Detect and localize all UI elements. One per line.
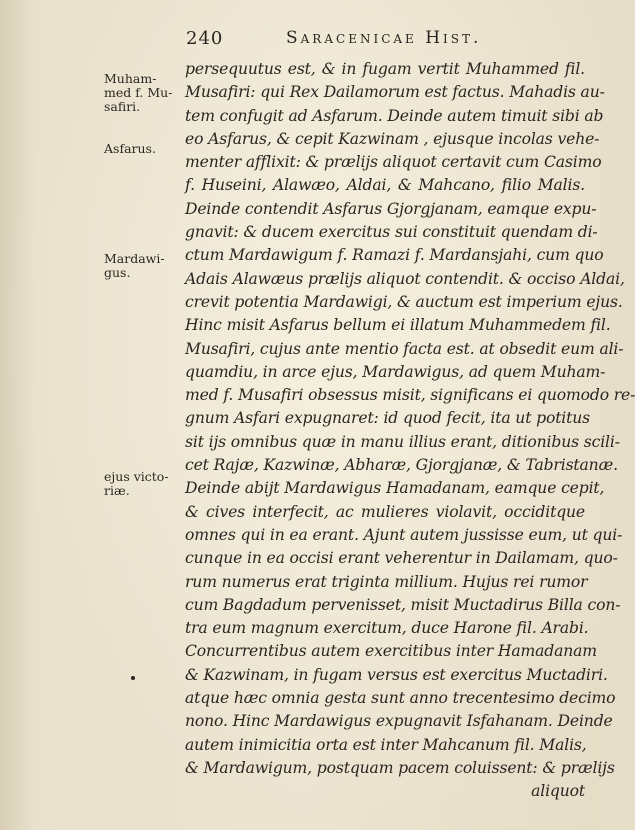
text-line: quamdiu, in arce ejus, Mardawigus, ad quem Muham-	[185, 362, 606, 381]
text-line: atque hæc omnia gesta sunt anno trecentesimo decimo	[185, 689, 616, 708]
text-line: gnavit: & ducem exercitus sui constituit quendam di-	[185, 223, 598, 242]
text-line: tra eum magnum exercitum, duce Harone fil. Arabi.	[185, 619, 589, 638]
text-line: nono. Hinc Mardawigus expugnavit Isfahanam. Deinde	[185, 712, 613, 731]
text-line: rum numerus erat triginta millium. Hujus rei rumor	[185, 572, 588, 591]
catchword: aliquot	[531, 782, 585, 801]
text-line: Hinc misit Asfarus bellum ei illatum Muhammedem fil.	[185, 316, 611, 335]
text-line: Concurrentibus autem exercitibus inter Hamadanam	[185, 642, 597, 661]
margin-note-mardawigus: Mardawi- gus.	[104, 251, 165, 280]
main-text-block	[185, 58, 635, 804]
text-line: med f. Musafiri obsessus misit, significans ei quomodo re-	[185, 386, 635, 405]
text-line: ctum Mardawigum f. Ramazi f. Mardansjahi, cum quo	[185, 246, 604, 265]
text-line: Adais Alawæus prælijs aliquot contendit. & occiso Aldai,	[185, 269, 625, 288]
text-line: menter afflixit: & prælijs aliquot certavit cum Casimo	[185, 153, 602, 172]
text-line: cet Rajæ, Kazwinæ, Abharæ, Gjorgjanæ, & Tabristanæ.	[185, 456, 618, 475]
margin-note-muhammed: Muham- med f. Mu- safiri.	[104, 71, 173, 114]
text-line: cunque in ea occisi erant veherentur in Dailamam, quo-	[185, 549, 618, 568]
page-number: 240	[186, 28, 224, 49]
text-line: sit ijs omnibus quæ in manu illius erant, ditionibus scili-	[185, 432, 620, 451]
text-line: Deinde contendit Asfarus Gjorgjanam, eamque expu-	[185, 199, 597, 218]
margin-note-asfarus: Asfarus.	[104, 141, 156, 156]
text-line: & cives interfecit, ac mulieres violavit, occiditque	[185, 502, 585, 521]
text-line: eo Asfarus, & cepit Kazwinam , ejusque incolas vehe-	[185, 129, 600, 148]
text-line: f. Huseini, Alawæo, Aldai, & Mahcano, filio Malis.	[185, 176, 585, 195]
text-line: autem inimicitia orta est inter Mahcanum fil. Malis,	[185, 735, 587, 754]
text-line: & Mardawigum, postquam pacem coluissent: & prælijs	[185, 758, 615, 777]
text-line: Musafiri: qui Rex Dailamorum est factus. Mahadis au-	[185, 83, 605, 102]
text-line: omnes qui in ea erant. Ajunt autem jussisse eum, ut qui-	[185, 525, 623, 544]
text-line: tem confugit ad Asfarum. Deinde autem timuit sibi ab	[185, 106, 604, 125]
text-line: persequutus est, & in fugam vertit Muhammed fil.	[185, 60, 585, 78]
text-line: Deinde abijt Mardawigus Hamadanam, eamque cepit,	[185, 479, 605, 498]
running-head: Saracenicae Hist.	[286, 28, 482, 48]
text-line: gnum Asfari expugnaret: id quod fecit, ita ut potitus	[185, 409, 591, 428]
margin-note-victoriae: ejus victo- riæ.	[104, 469, 169, 498]
text-line: crevit potentia Mardawigi, & auctum est imperium ejus.	[185, 292, 623, 311]
ink-mark	[131, 676, 135, 680]
page-header	[186, 28, 576, 50]
text-line: & Kazwinam, in fugam versus est exercitus Muctadiri.	[185, 665, 608, 684]
text-line: cum Bagdadum pervenisset, misit Muctadirus Billa con-	[185, 595, 621, 614]
text-line: Musafiri, cujus ante mentio facta est. at obsedit eum ali-	[185, 339, 624, 358]
